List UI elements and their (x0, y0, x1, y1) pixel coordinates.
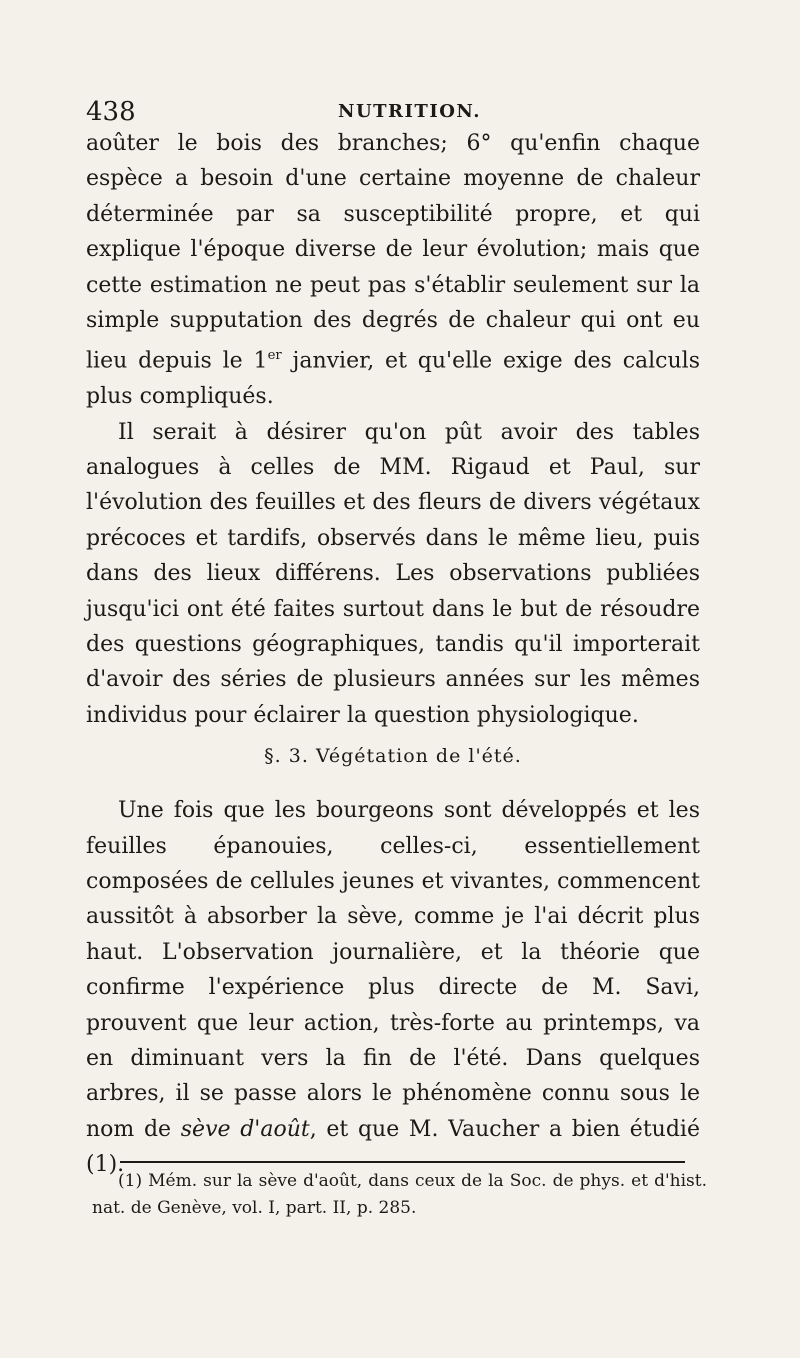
body-text (86, 126, 700, 1183)
footnote-text: (1) Mém. sur la sève d'août, dans ceux de la Soc. de phys. et d'hist. nat. de Genève, vol. I, part. II, p. 285. (92, 1171, 707, 1218)
ordinal-superscript: er (267, 348, 282, 364)
section-title: §. 3. Végétation de l'été. (264, 745, 522, 768)
paragraph-3-italic: sève d'août (180, 1116, 310, 1142)
footnote (92, 1168, 707, 1222)
paragraph-2: Il serait à désirer qu'on pût avoir des tables analogues à celles de MM. Rigaud et Paul, sur l'évolution des feuilles et des fleurs de divers végétaux précoces et tardifs, observés dans le même lieu, puis dans des lieux différens. Les observations publiées jusqu'ici ont été faites surtout dans le but de résoudre des questions géographiques, tandis qu'il importerait d'avoir des séries de plusieurs années sur les mêmes individus pour éclairer la question physiologique. (86, 419, 700, 728)
footnote-divider (120, 1161, 685, 1163)
paragraph-1-end: janvier, et qu'elle exige des calculs plus compliqués. (86, 348, 700, 410)
paragraph-3 (86, 793, 700, 1182)
paragraph-3-end: , et que M. Vaucher a bien étudié (1). (86, 1116, 700, 1178)
paragraph-3-text: Une fois que les bourgeons sont développés et les feuilles épanouies, celles-ci, essentiellement composées de cellules jeunes et vivantes, commencent aussitôt à absorber la sève, comme je l'ai décrit plus haut. L'observation journalière, et la théorie que confirme l'expérience plus directe de M. Savi, prouvent que leur action, très-forte au printemps, va en diminuant vers la fin de l'été. Dans quelques arbres, il se passe alors le phénomène connu sous le nom de (86, 798, 700, 1142)
page-header (86, 97, 700, 127)
paragraph-1-text: aoûter le bois des branches; 6° qu'enfin chaque espèce a besoin d'une certaine moyenne de chaleur déterminée par sa susceptibilité propre, et qui explique l'époque diverse de leur évolution; mais que cette estimation ne peut pas s'établir seulement sur la simple supputation des degrés de chaleur qui ont eu lieu depuis le 1 (86, 131, 700, 374)
paragraph-1 (86, 126, 700, 415)
page-number: 438 (86, 97, 136, 127)
running-head: NUTRITION. (338, 101, 481, 122)
